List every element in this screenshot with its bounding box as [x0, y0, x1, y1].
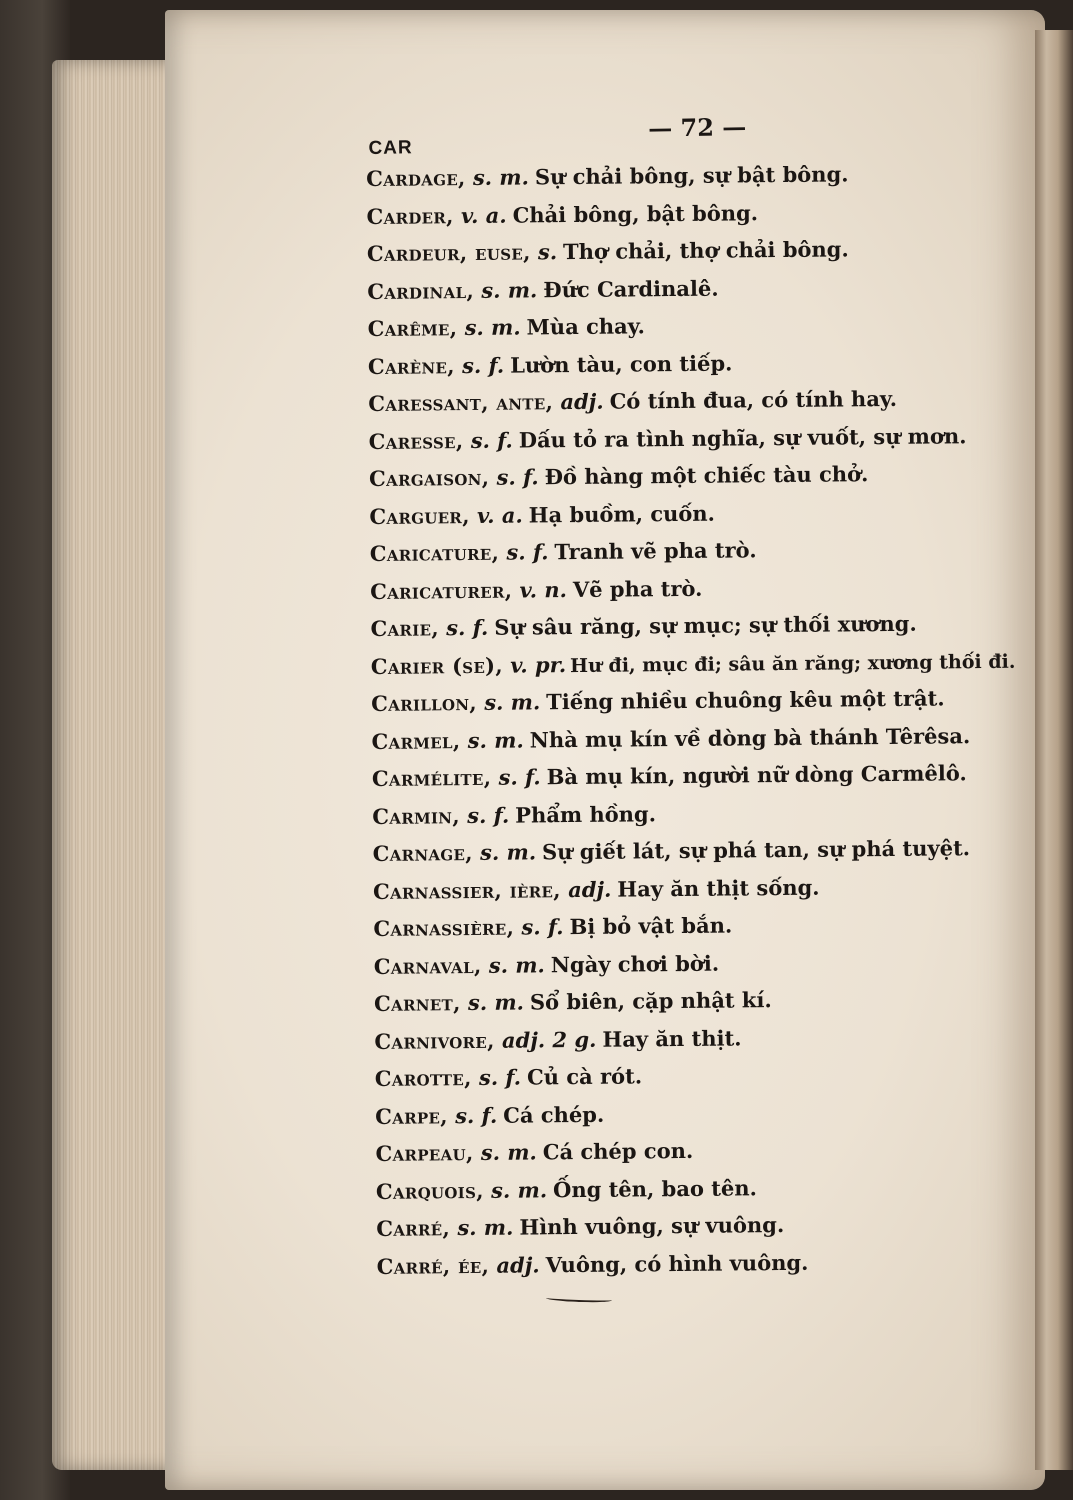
headword: Carnivore, — [374, 1027, 495, 1054]
dictionary-entry — [366, 191, 1046, 235]
headword: Carmélite, — [371, 764, 492, 791]
definition: Có tính đua, có tính hay. — [609, 385, 898, 414]
running-head: CAR — [368, 137, 413, 159]
dictionary-entry — [367, 303, 1047, 347]
dictionary-entry — [372, 753, 1052, 797]
headword: Carotte, — [374, 1065, 472, 1091]
grammar-label: adj. — [496, 1251, 540, 1278]
headword: Carré, — [376, 1215, 451, 1241]
grammar-label: v. a. — [460, 202, 507, 228]
dictionary-entry — [373, 903, 1053, 947]
dictionary-entry — [370, 603, 1050, 647]
headword: Carpe, — [375, 1102, 448, 1129]
definition: Sổ biên, cặp nhật kí. — [529, 987, 772, 1015]
dictionary-entry — [368, 378, 1048, 422]
grammar-label: s. f. — [470, 427, 513, 453]
headword: Caressant, ante, — [368, 389, 554, 416]
headword: Carpeau, — [375, 1140, 474, 1166]
definition: Đức Cardinalê. — [543, 275, 719, 302]
definition: Chải bông, bật bông. — [512, 199, 759, 228]
grammar-label: s. — [537, 239, 558, 265]
grammar-label: s. f. — [496, 464, 539, 490]
dictionary-entry — [370, 528, 1050, 572]
definition: Lườn tàu, con tiếp. — [510, 349, 733, 378]
grammar-label: s. f. — [461, 352, 505, 378]
grammar-label: v. pr. — [510, 651, 567, 678]
definition: Hư đi, mục đi; sâu ăn răng; xương thối đi. — [570, 650, 1016, 677]
definition: Hạ buồm, cuốn. — [528, 500, 716, 527]
definition: Tranh vẽ pha trò. — [554, 537, 757, 565]
dictionary-entry — [371, 716, 1051, 760]
grammar-label: s. f. — [467, 802, 510, 828]
dictionary-entries — [366, 153, 1057, 1284]
page-edges — [52, 60, 172, 1470]
dictionary-entry — [374, 978, 1054, 1022]
headword: Carnassière, — [373, 914, 515, 941]
headword: Cargaison, — [368, 464, 490, 491]
definition: Hay ăn thịt. — [602, 1024, 742, 1052]
definition: Sự giết lát, sự phá tan, sự phá tuyệt. — [541, 835, 971, 865]
dictionary-entry — [368, 341, 1048, 385]
headword: Caricature, — [369, 539, 500, 566]
grammar-label: v. n. — [519, 576, 567, 603]
grammar-label: s. f. — [506, 539, 549, 565]
headword: Carmel, — [371, 727, 461, 754]
dictionary-entry — [372, 828, 1052, 872]
dictionary-entry — [367, 266, 1047, 310]
definition: Cá chép. — [503, 1101, 605, 1128]
definition: Sự sâu răng, sự mục; sự thối xương. — [494, 610, 917, 640]
dictionary-entry — [367, 228, 1047, 272]
dictionary-entry — [374, 1016, 1054, 1060]
definition: Ống tên, bao tên. — [552, 1174, 757, 1202]
grammar-label: s. f. — [498, 764, 541, 790]
definition: Vẽ pha trò. — [572, 575, 703, 602]
definition: Nhà mụ kín về dòng bà thánh Têrêsa. — [529, 722, 971, 752]
page-header — [368, 111, 789, 158]
definition: Bị bỏ vật bắn. — [569, 912, 733, 940]
dictionary-entry — [376, 1166, 1056, 1210]
headword: Carillon, — [371, 689, 478, 716]
grammar-label: s. f. — [478, 1064, 522, 1090]
grammar-label: s. f. — [455, 1102, 498, 1128]
definition: Hình vuông, sự vuông. — [519, 1212, 785, 1240]
dictionary-entry — [376, 1241, 1056, 1285]
headword: Cardinal, — [367, 277, 475, 304]
grammar-label: s. m. — [480, 1139, 537, 1165]
grammar-label: s. m. — [472, 164, 530, 190]
dictionary-entry — [375, 1128, 1055, 1172]
grammar-label: adj. 2 g. — [501, 1026, 597, 1053]
grammar-label: s. m. — [467, 989, 525, 1016]
grammar-label: adj. — [560, 388, 604, 415]
headword: Cardage, — [366, 165, 466, 191]
headword: Carré, ée, — [376, 1252, 490, 1279]
headword: Carène, — [367, 352, 455, 379]
headword: Carguer, — [369, 502, 470, 529]
headword: Carmin, — [372, 802, 460, 829]
grammar-label: s. m. — [467, 727, 524, 753]
definition: Đồ hàng một chiếc tàu chở. — [544, 461, 869, 490]
dictionary-entry — [370, 566, 1050, 610]
grammar-label: s. m. — [484, 689, 541, 715]
grammar-label: s. m. — [488, 951, 545, 978]
dictionary-entry — [371, 678, 1051, 722]
grammar-label: s. m. — [479, 839, 537, 865]
grammar-label: s. m. — [464, 314, 521, 341]
dictionary-entry — [369, 416, 1049, 460]
definition: Hay ăn thịt sống. — [617, 874, 820, 902]
definition: Phẩm hồng. — [515, 800, 657, 828]
grammar-label: s. f. — [446, 614, 489, 641]
definition: Sự chải bông, sự bật bông. — [534, 161, 849, 190]
definition: Bà mụ kín, người nữ dòng Carmêlô. — [546, 760, 967, 790]
headword: Cardeur, euse, — [366, 239, 531, 266]
dictionary-entry — [375, 1091, 1055, 1135]
headword: Caresse, — [368, 427, 464, 454]
headword: Carier (se), — [370, 652, 504, 679]
definition: Ngày chơi bời. — [550, 950, 720, 977]
dictionary-entry — [374, 941, 1054, 985]
dictionary-entry — [366, 153, 1046, 197]
grammar-label: s. f. — [521, 914, 564, 940]
definition: Vuông, có hình vuông. — [545, 1249, 809, 1277]
dictionary-entry — [369, 453, 1049, 497]
definition: Cá chép con. — [542, 1137, 694, 1165]
definition: Thợ chải, thợ chải bông. — [562, 236, 849, 265]
definition: Dấu tỏ ra tình nghĩa, sự vuốt, sự mơn. — [518, 422, 967, 453]
definition: Tiếng nhiều chuông kêu một trật. — [546, 685, 945, 715]
headword: Carquois, — [375, 1177, 484, 1204]
grammar-label: s. m. — [481, 276, 538, 303]
headword: Carnassier, ière, — [372, 876, 561, 904]
grammar-label: s. m. — [490, 1176, 548, 1203]
grammar-label: s. m. — [457, 1214, 514, 1241]
headword: Caricaturer, — [370, 577, 513, 604]
dictionary-entry — [369, 491, 1049, 535]
dictionary-entry — [372, 791, 1052, 835]
grammar-label: adj. — [568, 876, 612, 902]
definition: Củ cà rót. — [526, 1063, 643, 1090]
headword: Carnage, — [372, 840, 473, 866]
headword: Carnaval, — [373, 952, 482, 979]
definition: Mùa chay. — [526, 313, 645, 340]
headword: Carême, — [367, 315, 458, 341]
headword: Carie, — [370, 615, 440, 641]
headword: Carnet, — [373, 990, 461, 1016]
dictionary-entry — [373, 866, 1053, 910]
page-number: — 72 — — [647, 112, 747, 143]
dictionary-entry — [376, 1203, 1056, 1247]
dictionary-entry — [371, 641, 1051, 685]
grammar-label: v. a. — [476, 502, 523, 528]
headword: Carder, — [366, 202, 454, 229]
dictionary-entry — [375, 1053, 1055, 1097]
